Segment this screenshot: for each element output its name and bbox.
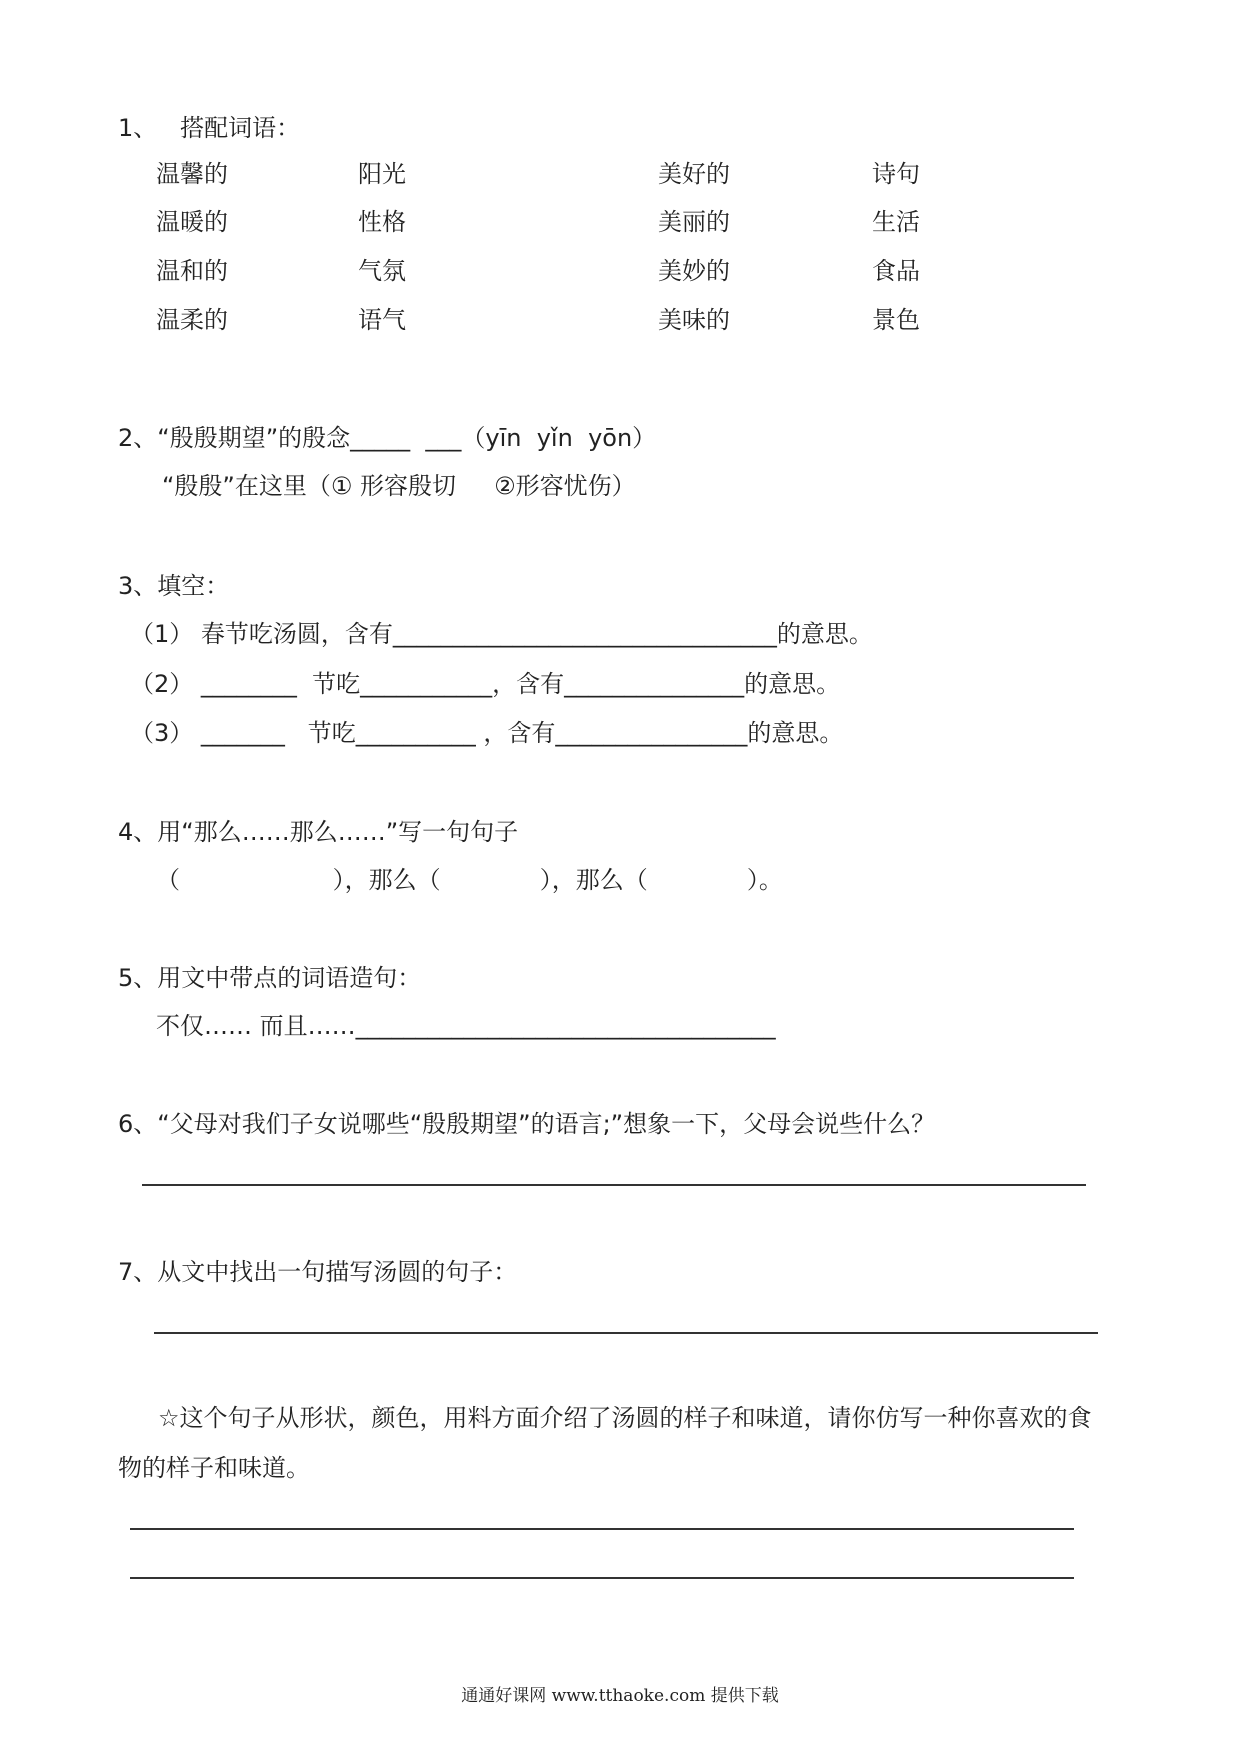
q1-word: 美妙的 bbox=[658, 257, 730, 285]
q1-word: 语气 bbox=[358, 306, 406, 334]
q1-title: 1、 搭配词语： bbox=[118, 114, 301, 142]
q6-title: 6、“父母对我们子女说哪些“殷殷期望”的语言;”想象一下，父母会说些什么？ bbox=[118, 1110, 936, 1138]
star-answer-line-2 bbox=[130, 1577, 1074, 1579]
q1-word: 食品 bbox=[872, 257, 920, 285]
q2-meaning-line: “殷殷”在这里（① 形容殷切 ②形容忧伤） bbox=[162, 472, 636, 500]
q1-word: 温和的 bbox=[156, 257, 228, 285]
q1-word: 温柔的 bbox=[156, 306, 228, 334]
q5-title: 5、用文中带点的词语造句： bbox=[118, 964, 422, 992]
q1-word: 阳光 bbox=[358, 160, 406, 188]
q1-word: 美味的 bbox=[658, 306, 730, 334]
star-task-line-1: ☆这个句子从形状，颜色，用料方面介绍了汤圆的样子和味道，请你仿写一种你喜欢的食 bbox=[158, 1404, 1092, 1432]
q2-pinyin-line: 2、“殷殷期望”的殷念_____ ___（yīn yǐn yōn） bbox=[118, 424, 657, 452]
q1-word: 温馨的 bbox=[156, 160, 228, 188]
q3-item-3: （3） _______ 节吃__________ ，含有________________的意思。 bbox=[130, 719, 844, 747]
q1-word: 温暖的 bbox=[156, 208, 228, 236]
q3-item-1: （1） 春节吃汤圆，含有________________________________的意思。 bbox=[130, 620, 873, 648]
q3-title: 3、填空： bbox=[118, 572, 230, 600]
q1-word: 美好的 bbox=[658, 160, 730, 188]
star-answer-line-1 bbox=[130, 1528, 1074, 1530]
q4-title: 4、用“那么……那么……”写一句句子 bbox=[118, 818, 519, 846]
q1-word: 气氛 bbox=[358, 257, 406, 285]
q7-title: 7、从文中找出一句描写汤圆的句子： bbox=[118, 1258, 518, 1286]
q3-item-2: （2） ________ 节吃___________，含有_______________的意思。 bbox=[130, 670, 841, 698]
q4-fill-line: （ ），那么（ ），那么（ ）。 bbox=[156, 866, 783, 894]
q1-word: 诗句 bbox=[872, 160, 920, 188]
q5-fill-line: 不仅…… 而且……___________________________________ bbox=[156, 1012, 776, 1040]
q7-answer-line bbox=[154, 1332, 1098, 1334]
q1-word: 景色 bbox=[872, 306, 920, 334]
q1-word: 性格 bbox=[358, 208, 406, 236]
page-footer: 通通好课网 www.tthaoke.com 提供下载 bbox=[461, 1686, 779, 1706]
q1-word: 生活 bbox=[872, 208, 920, 236]
q6-answer-line bbox=[142, 1184, 1086, 1186]
q1-word: 美丽的 bbox=[658, 208, 730, 236]
star-task-line-2: 物的样子和味道。 bbox=[118, 1454, 310, 1482]
